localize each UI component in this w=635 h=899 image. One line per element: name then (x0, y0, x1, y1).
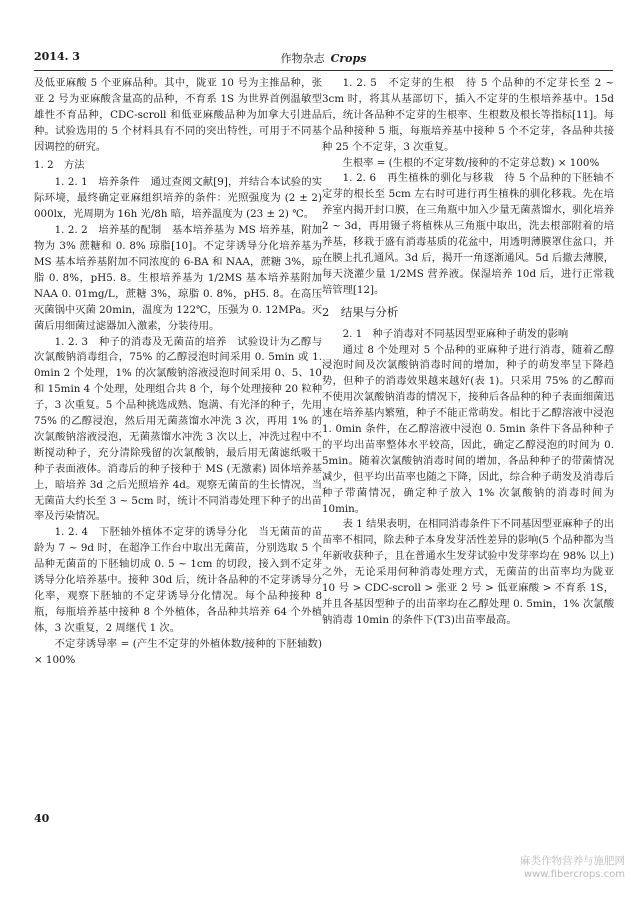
section-heading: 1. 2 方法 (34, 158, 85, 171)
left-column (34, 76, 322, 669)
paragraph: 1. 2. 2 培养基的配制 基本培养基为 MS 培养基，附加物为 3% 蔗糖和 0. 8% 琼脂[10]。不定芽诱导分化培养基为 MS 基本培养基附加不同浓度的 6-BA 和 NAA，蔗糖 3%，琼脂 0. 8%，pH5. 8。生根培养基为 1/2MS 基本培养基附加 NAA 0. 01mg/L，蔗糖 3%，琼脂 0. 8%，pH5. 8。在高压灭菌锅中灭菌 20min，温度为 122℃，压强为 0. 12MPa。灭菌后用细菌过滤器加入激素，分装待用。 (34, 224, 322, 332)
section-heading: 2 结果与分析 (322, 304, 399, 319)
paragraph: 1. 2. 6 再生植株的驯化与移栽 待 5 个品种的下胚轴不定芽的根长至 5cm 左右时可进行再生植株的驯化移栽。先在培养室内揭开封口膜，在三角瓶中加入少量无菌蒸馏水，驯化培养 2 ~ 3d，再用镊子将植株从三角瓶中取出，洗去根部附着的培养基，移栽于盛有消毒基质的花盆中，用透明薄膜罩住盆口，并在膜上扎孔通风。3d 后，揭开一角逐渐通风。5d 后撤去薄膜，每天浇灌少量 1/2MS 营养液。保湿培养 10d 后，进行正常栽培管理[12]。 (322, 172, 614, 296)
formula: 生根率 = (生根的不定芽数/接种的不定芽总数) × 100% (342, 156, 600, 169)
page-header (34, 50, 613, 68)
header-rule (34, 70, 613, 71)
paragraph: 1. 2. 1 培养条件 通过查阅文献[9]，并结合本试验的实际环境，最终确定亚麻组织培养的条件：光照强度为 (2 ± 2) 000lx，光周期为 16h 光/8h 暗，培养温度为 (23 ± 2) ℃。 (34, 176, 322, 221)
paragraph: 1. 2. 4 下胚轴外植体不定芽的诱导分化 当无菌苗的苗龄为 7 ~ 9d 时，在超净工作台中取出无菌苗，分别选取 5 个品种无菌苗的下胚轴切成 0. 5 ~ 1cm 的切段，接入到不定芽诱导分化培养基中。接种 30d 后，统计各品种的不定芽诱导分化率，观察下胚轴的不定芽诱导分化情况。每个品种接种 8 瓶，每瓶培养基中接种 8 个外植体，各品种共培养 64 个外植体，3 次重复，2 周继代 1 次。 (34, 526, 322, 634)
paragraph: 2. 1 种子消毒对不同基因型亚麻种子萌发的影响 (342, 327, 569, 340)
watermark-url: www.fibercrops.com (523, 869, 625, 880)
paragraph: 1. 2. 5 不定芽的生根 待 5 个品种的不定芽长至 2 ~ 3cm 时，将其从基部切下，插入不定芽的生根培养基中。15d 后，统计各品种不定芽的生根率、生根数及根长等指标[11]。每个品种接种 5 瓶，每瓶培养基中接种 5 个不定芽，各品种共接种 25 个不定芽，3 次重复。 (322, 77, 614, 153)
journal-title (34, 50, 613, 66)
page-number: 40 (34, 812, 50, 825)
paragraph: 及低亚麻酸 5 个亚麻品种。其中，陇亚 10 号为主推品种，张亚 2 号为亚麻酸含量高的品种，不育系 1S 为世界首例温敏型雄性不育品种，CDC-scroll 和低亚麻酸品种为加拿大引进品种。试验选用的 5 个材料具有不同的突出特性，可用于不同基因调控的研究。 (34, 77, 322, 153)
formula: 不定芽诱导率 = (产生不定芽的外植体数/接种的下胚轴数) × 100% (34, 637, 322, 666)
paragraph: 1. 2. 3 种子的消毒及无菌苗的培养 试验设计为乙醇与次氯酸钠消毒组合，75% 的乙醇浸泡时间采用 0. 5min 或 1. 0min 2 个处理，1% 的次氯酸钠溶液浸泡时间采用 0、5、10 和 15min 4 个处理，处理组合共 8 个，每个处理接种 20 粒种子，3 次重复。5 个品种挑选成熟、饱满、有光泽的种子，先用 75% 的乙醇浸泡，然后用无菌蒸馏水冲洗 3 次，再用 1% 的次氯酸钠溶液浸泡，无菌蒸馏水冲洗 3 次以上，冲洗过程中不断搅动种子，充分清除残留的次氯酸钠，最后用无菌滤纸吸干种子表面液体。消毒后的种子接种于 MS (无激素) 固体培养基上，暗培养 3d 之后光照培养 4d。观察无菌苗的生长情况，当无菌苗大约长至 3 ~ 5cm 时，统计不同消毒处理下种子的出苗率及污染情况。 (34, 335, 322, 523)
paragraph: 通过 8 个处理对 5 个品种的亚麻种子进行消毒，随着乙醇浸泡时间及次氯酸钠消毒时间的增加，种子的萌发率呈下降趋势，但种子的消毒效果越来越好(表 1)。只采用 75% 的乙醇而不使用次氯酸钠消毒的情况下，接种后各品种的种子表面细菌迅速在培养基内繁殖，种子不能正常萌发。相比于乙醇溶液中浸泡 1. 0min 条件，在乙醇溶液中浸泡 0. 5min 条件下各品种种子的平均出苗率整体水平较高，因此，确定乙醇浸泡的时间为 0. 5min。随着次氯酸钠消毒时间的增加，各品种种子的带菌情况减少，但平均出苗率也随之下降，因此，综合种子萌发及消毒后种子带菌情况，确定种子放入 1% 次氯酸钠的消毒时间为 10min。 (322, 343, 614, 515)
site-watermark (520, 855, 625, 881)
paragraph: 表 1 结果表明，在相同消毒条件下不同基因型亚麻种子的出苗率不相同，除去种子本身发芽活性差异的影响(5 个品种都为当年新收获种子，且在普通水生发芽试验中发芽率均在 98% 以上)之外，无论采用何种消毒处理方式，无菌苗的出苗率均为陇亚 10 号 > CDC-scroll > 张亚 2 号 > 低亚麻酸 > 不育系 1S，并且各基因型种子的出苗率均在乙醇处理 0. 5min，1% 次氯酸钠消毒 10min 的条件下(T3)出苗率最高。 (322, 518, 614, 626)
journal-title-en: Crops (330, 52, 367, 65)
issue-label: 2014. 3 (34, 50, 80, 63)
watermark-cn: 麻类作物营养与施肥网 (520, 855, 625, 867)
journal-title-cn: 作物杂志 (280, 52, 325, 65)
right-column (322, 76, 614, 629)
